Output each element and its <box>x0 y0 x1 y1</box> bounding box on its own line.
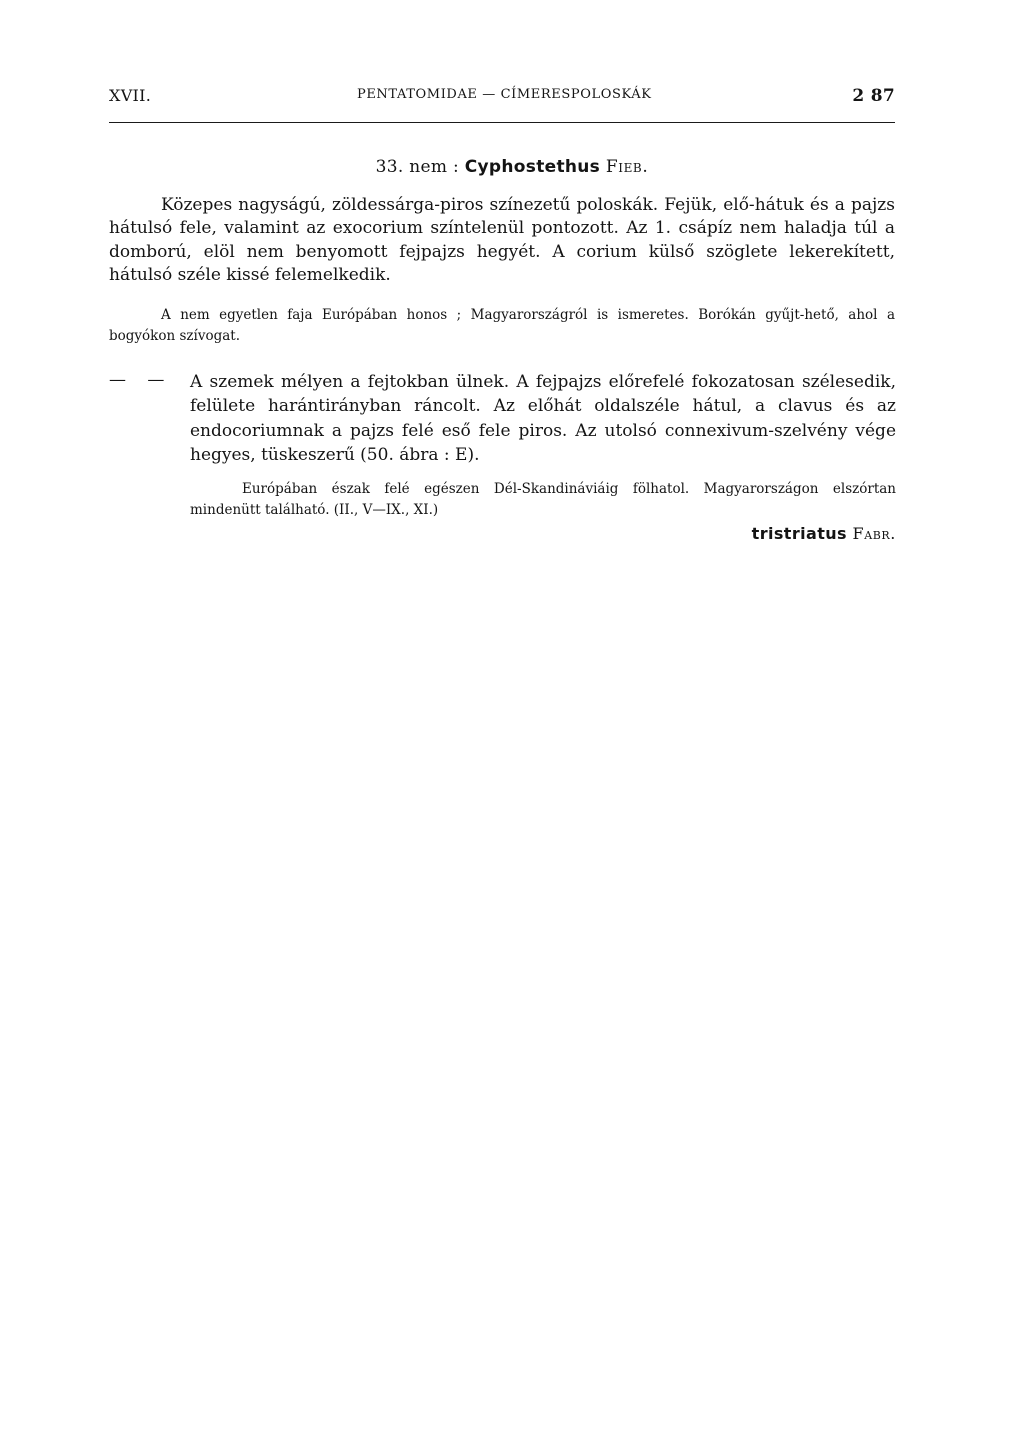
note-text: A nem egyetlen faja Európában honos ; Magyarországról is ismeretes. Borókán gyűjt-hető, ahol a bogyókon szívogat. <box>109 307 895 344</box>
genus-heading <box>0 157 1024 177</box>
key-item-text: A szemek mélyen a fejtokban ülnek. A fejpajzs előrefelé fokozatosan szélesedik, felülete harántirányban ráncolt. Az előhát oldalszéle hátul, a clavus és az endocoriumnak a pajzs felé eső fele piros. Az utolsó connexivum-szelvény vége hegyes, tüskeszerű (50. ábra : E). <box>190 372 896 466</box>
key-dashes: — — <box>109 370 173 390</box>
genus-author: Fieb. <box>605 157 649 177</box>
species-name: tristriatus <box>751 524 847 543</box>
description-lead: Közepes nagyságú, zöldessárga-piros színezetű poloskák. Fejük, elő- <box>161 195 755 215</box>
running-title: PENTATOMIDAE — CÍMERESPOLOSKÁK <box>357 87 652 102</box>
page-number: 2 87 <box>852 86 895 106</box>
genus-name: Cyphostethus <box>464 157 601 177</box>
chapter-number: XVII. <box>109 86 152 105</box>
header-rule <box>109 122 895 123</box>
genus-number: 33. nem : <box>375 157 460 177</box>
genus-description <box>109 194 895 288</box>
genus-note <box>109 305 895 347</box>
description-rest: hátuk és a pajzs hátulsó fele, valamint az exocorium színtelenül pontozott. Az 1. csápíz nem haladja túl a domború, elöl nem benyomott fejpajzs hegyét. A corium külső szöglete lekerekített, hátulsó széle kissé felemelkedik. <box>109 195 895 286</box>
species-author: Fabr. <box>852 524 896 543</box>
running-header <box>109 86 895 112</box>
species-name-line <box>752 524 896 543</box>
distribution-note <box>190 479 896 521</box>
distribution-text: Európában észak felé egészen Dél-Skandináviáig fölhatol. Magyarországon elszórtan mindenütt található. (II., V—IX., XI.) <box>190 481 896 518</box>
